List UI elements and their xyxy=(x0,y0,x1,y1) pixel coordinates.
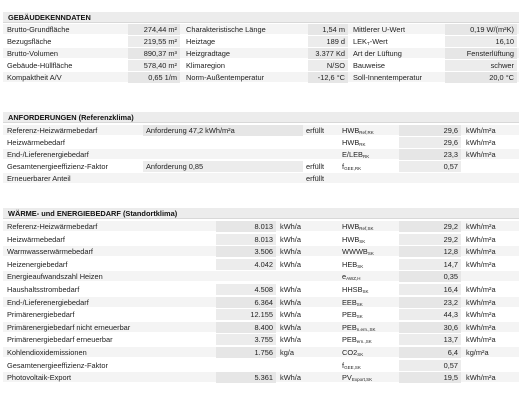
row-value: 14,7 xyxy=(399,259,461,270)
row-value: 4.042 xyxy=(216,259,276,270)
row-unit: kWh/a xyxy=(280,234,301,244)
section-heading-anforderungen: ANFORDERUNGEN (Referenzklima) xyxy=(3,112,519,123)
table-row xyxy=(3,137,519,148)
row-label: Primärenergiebedarf xyxy=(7,310,75,320)
row-unit: kWh/m²a xyxy=(466,126,496,135)
section-heading-waerme: WÄRME- und ENERGIEBEDARF (Standortklima) xyxy=(3,208,519,219)
row-value: 0,57 xyxy=(399,161,461,172)
row-label: Gesamtenergieeffizienz-Faktor xyxy=(7,162,108,171)
row-value: 30,6 xyxy=(399,322,461,333)
row-value: 20,0 °C xyxy=(445,72,517,83)
row-value: 29,2 xyxy=(399,234,461,245)
row-value: -12,6 °C xyxy=(308,72,348,83)
table-row xyxy=(3,72,519,83)
symbol-label: $HWB_{RK}$ xyxy=(342,138,366,147)
table-row xyxy=(3,372,519,383)
row-unit: kWh/a xyxy=(280,322,301,332)
row-label: Mittlerer U-Wert xyxy=(353,25,406,34)
symbol-label: $f_{GEE,RK}$ xyxy=(342,162,362,171)
row-label: Soll-Innentemperatur xyxy=(353,73,423,82)
row-label: Photovoltaik-Export xyxy=(7,373,72,383)
row-value: 6,4 xyxy=(399,347,461,358)
row-label: Warmwasserwärmebedarf xyxy=(7,247,93,257)
row-unit: kWh/m²a xyxy=(466,310,496,320)
requirement-value: Anforderung 47,2 kWh/m²a xyxy=(143,125,303,136)
row-label: Klimaregion xyxy=(186,61,226,70)
table-row xyxy=(3,309,519,320)
table-row xyxy=(3,125,519,136)
row-value: 13,7 xyxy=(399,334,461,345)
row-value: 3.755 xyxy=(216,334,276,345)
row-unit: kWh/m²a xyxy=(466,335,496,345)
table-row xyxy=(3,271,519,282)
row-value: 8.013 xyxy=(216,221,276,232)
requirement-value xyxy=(143,137,303,148)
row-value: 0,35 xyxy=(399,271,461,282)
row-value: 219,55 m² xyxy=(128,36,180,47)
row-unit: kWh/a xyxy=(280,297,301,307)
table-row xyxy=(3,60,519,71)
row-unit: kg/m²a xyxy=(466,348,489,357)
row-value: 5.361 xyxy=(216,372,276,383)
row-unit: kWh/m²a xyxy=(466,247,496,257)
row-label: Norm-Außentemperatur xyxy=(186,73,265,82)
row-value: 578,40 m² xyxy=(128,60,180,71)
requirement-value: Anforderung 0,85 xyxy=(143,161,303,172)
row-value: 3.506 xyxy=(216,246,276,257)
row-value: 8.400 xyxy=(216,322,276,333)
symbol-label: $E/LEB_{RK}$ xyxy=(342,150,370,159)
row-value: schwer xyxy=(445,60,517,71)
status-text: erfüllt xyxy=(306,174,325,183)
row-value: 16,4 xyxy=(399,284,461,295)
row-value: 12.155 xyxy=(216,309,276,320)
table-row xyxy=(3,322,519,333)
row-unit: kWh/a xyxy=(280,373,301,383)
table-row xyxy=(3,360,519,371)
row-value: 12,8 xyxy=(399,246,461,257)
row-value: 8.013 xyxy=(216,234,276,245)
row-value: 4.508 xyxy=(216,284,276,295)
row-value: 29,2 xyxy=(399,221,461,232)
row-value: 0,65 1/m xyxy=(128,72,180,83)
row-value: N/SO xyxy=(308,60,348,71)
requirement-value xyxy=(143,149,303,160)
row-label: End-/Lieferenergiebedarf xyxy=(7,297,89,307)
table-row xyxy=(3,284,519,295)
table-row xyxy=(3,149,519,160)
row-value: Fensterlüftung xyxy=(445,48,517,59)
row-value: 44,3 xyxy=(399,309,461,320)
row-unit xyxy=(463,173,518,184)
row-value xyxy=(216,271,276,282)
row-unit: kWh/m²a xyxy=(466,150,496,159)
status-text xyxy=(306,149,336,160)
row-label: Primärenergiebedarf erneuerbar xyxy=(7,335,113,345)
status-text xyxy=(306,137,336,148)
row-label: Gebäude-Hüllfläche xyxy=(7,61,73,70)
row-value: 1.756 xyxy=(216,347,276,358)
row-unit: kWh/m²a xyxy=(466,259,496,269)
row-value: 23,3 xyxy=(399,149,461,160)
symbol-label: $e_{AWZ,H}$ xyxy=(342,272,361,282)
symbol-label: $HWB_{SK}$ xyxy=(342,234,366,244)
table-row xyxy=(3,24,519,35)
row-unit xyxy=(277,271,317,282)
symbol-label: $EEB_{SK}$ xyxy=(342,297,363,307)
row-label: Haushaltsstrombedarf xyxy=(7,285,80,294)
row-unit: kg/a xyxy=(280,348,294,357)
row-label: Heizwärmebedarf xyxy=(7,234,65,244)
symbol-label: $HWB_{Ref,RK}$ xyxy=(342,126,374,135)
status-text: erfüllt xyxy=(306,162,325,171)
row-unit xyxy=(463,271,518,282)
table-row xyxy=(3,48,519,59)
row-label: Charakteristische Länge xyxy=(186,25,266,34)
status-text: erfüllt xyxy=(306,126,325,135)
row-value: 23,2 xyxy=(399,297,461,308)
row-value: 3.377 Kd xyxy=(308,48,348,59)
row-value xyxy=(216,360,276,371)
symbol-label: $PEB_{n.ern.,SK}$ xyxy=(342,322,376,332)
row-unit: kWh/a xyxy=(280,259,301,269)
symbol-label: $PV_{Export,SK}$ xyxy=(342,373,373,383)
requirement-value xyxy=(143,173,303,184)
row-value: 0,19 W/(m²K) xyxy=(445,24,517,35)
row-label: Kohlendioxidemissionen xyxy=(7,348,87,357)
row-unit: kWh/m²a xyxy=(466,138,496,147)
row-label: Bauweise xyxy=(353,61,386,70)
row-value: 0,57 xyxy=(399,360,461,371)
row-unit: kWh/a xyxy=(280,247,301,257)
row-label: Primärenergiebedarf nicht erneuerbar xyxy=(7,322,131,332)
row-label: Referenz-Heizwärmebedarf xyxy=(7,222,98,231)
table-row xyxy=(3,221,519,232)
row-label: Brutto-Volumen xyxy=(7,49,58,58)
row-label: Brutto-Grundfläche xyxy=(7,25,70,34)
symbol-label: $HEB_{SK}$ xyxy=(342,259,364,269)
row-label: $LEK_T$-Wert xyxy=(353,37,388,46)
row-label: Energieaufwandszahl Heizen xyxy=(7,272,103,282)
row-label: Referenz-Heizwärmebedarf xyxy=(7,126,98,135)
row-value: 29,6 xyxy=(399,137,461,148)
table-row xyxy=(3,259,519,270)
row-unit: kWh/a xyxy=(280,222,301,231)
row-unit: kWh/m²a xyxy=(466,322,496,332)
row-label: Heizenergiebedarf xyxy=(7,259,68,269)
row-unit xyxy=(463,161,518,172)
row-unit: kWh/m²a xyxy=(466,222,496,231)
symbol-label: $PEB_{SK}$ xyxy=(342,310,363,320)
table-row xyxy=(3,234,519,245)
row-label: Erneuerbarer Anteil xyxy=(7,174,71,183)
row-value: 890,37 m³ xyxy=(128,48,180,59)
row-value: 189 d xyxy=(308,36,348,47)
row-unit: kWh/a xyxy=(280,310,301,320)
table-row xyxy=(3,173,519,184)
row-unit: kWh/a xyxy=(280,285,301,294)
row-unit: kWh/a xyxy=(280,335,301,345)
row-label: Heizwärmebedarf xyxy=(7,138,65,147)
symbol-label xyxy=(339,173,399,184)
row-value: 274,44 m² xyxy=(128,24,180,35)
symbol-label: $f_{GEE,SK}$ xyxy=(342,360,361,370)
row-value: 6.364 xyxy=(216,297,276,308)
row-unit: kWh/m²a xyxy=(466,373,496,383)
row-label: Kompaktheit A/V xyxy=(7,73,62,82)
row-label: Gesamtenergieeffizienz-Faktor xyxy=(7,360,108,370)
symbol-label: $WWWB_{SK}$ xyxy=(342,247,374,257)
row-value: 19,5 xyxy=(399,372,461,383)
table-row xyxy=(3,36,519,47)
row-label: End-/Lieferenergiebedarf xyxy=(7,150,89,159)
symbol-label: $HHSB_{SK}$ xyxy=(342,285,369,294)
row-label: Bezugsfläche xyxy=(7,37,52,46)
table-row xyxy=(3,334,519,345)
row-value: 1,54 m xyxy=(308,24,348,35)
row-value xyxy=(399,173,461,184)
table-row xyxy=(3,347,519,358)
row-value: 29,6 xyxy=(399,125,461,136)
row-unit: kWh/m²a xyxy=(466,234,496,244)
table-row xyxy=(3,161,519,172)
symbol-label: $CO2_{SK}$ xyxy=(342,348,364,357)
row-label: Heizgradtage xyxy=(186,49,230,58)
row-unit: kWh/m²a xyxy=(466,297,496,307)
section-heading-gebaeudekenndaten: GEBÄUDEKENNDATEN xyxy=(3,12,519,23)
symbol-label: $HWB_{Ref,SK}$ xyxy=(342,222,374,231)
row-value: 16,10 xyxy=(445,36,517,47)
symbol-label: $PEB_{ern.,SK}$ xyxy=(342,335,372,345)
row-label: Heiztage xyxy=(186,37,216,46)
table-row xyxy=(3,246,519,257)
table-row xyxy=(3,297,519,308)
row-label: Art der Lüftung xyxy=(353,49,402,58)
row-unit xyxy=(277,360,317,371)
row-unit xyxy=(463,360,518,371)
row-unit: kWh/m²a xyxy=(466,285,496,294)
